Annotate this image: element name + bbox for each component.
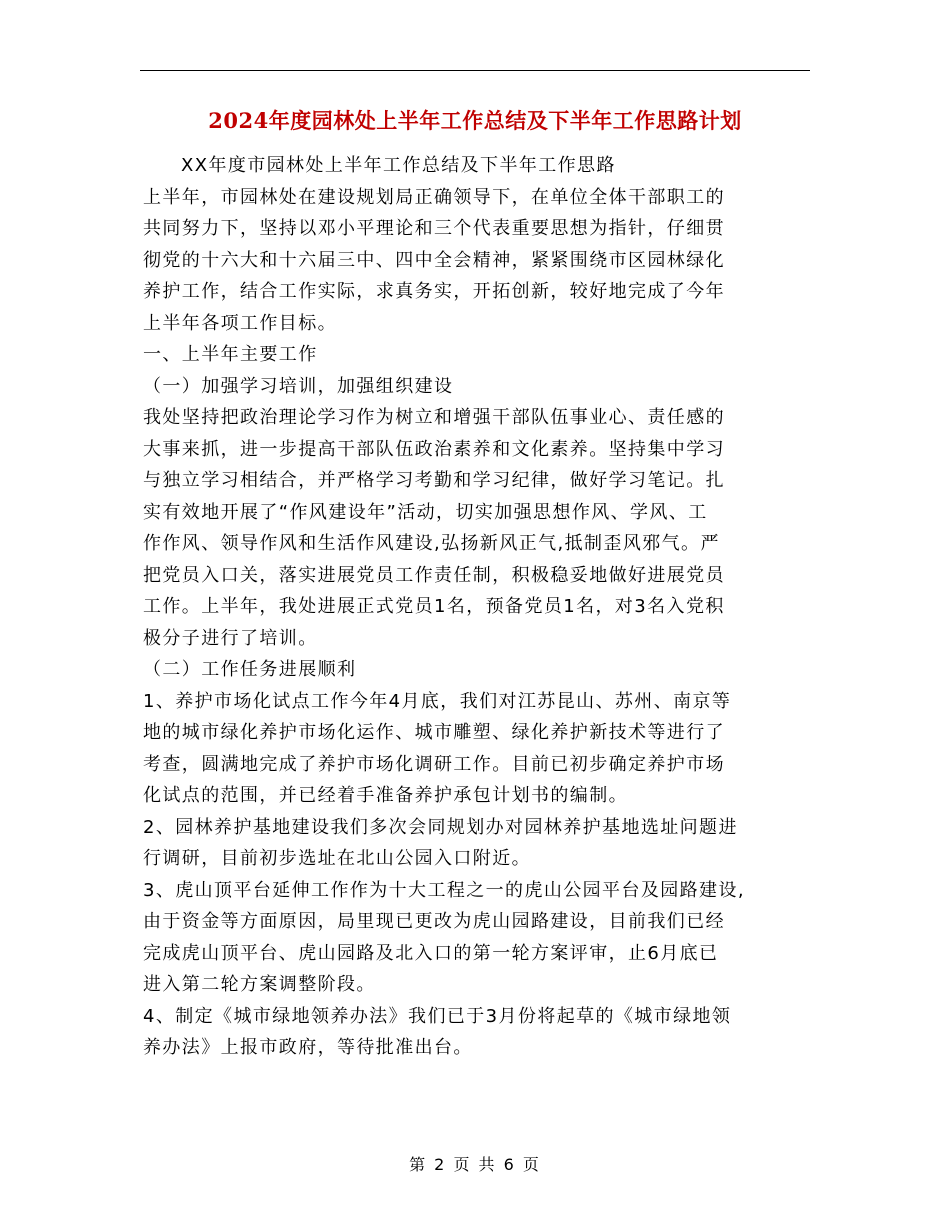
body-line: 进入第二轮方案调整阶段。 (143, 974, 376, 995)
header-rule (140, 70, 810, 71)
body-line: 上半年各项工作目标。 (143, 312, 337, 334)
body-line: 3、虎山顶平台延伸工作作为十大工程之一的虎山公园平台及园路建设, (143, 879, 745, 901)
body-line: XX年度市园林处上半年工作总结及下半年工作思路 (181, 155, 616, 176)
section-heading: 一、上半年主要工作 (143, 344, 318, 365)
body-line: 1、养护市场化试点工作今年4月底，我们对江苏昆山、苏州、南京等 (143, 690, 732, 712)
body-line: 大事来抓，进一步提高干部队伍政治素养和文化素养。坚持集中学习 (143, 438, 725, 460)
document-title: 2024年度园林处上半年工作总结及下半年工作思路计划 (208, 108, 742, 133)
body-line: 行调研，目前初步选址在北山公园入口附近。 (143, 848, 531, 869)
body-line: 由于资金等方面原因，局里现已更改为虎山园路建设，目前我们已经 (143, 911, 725, 932)
subsection-heading: （二）工作任务进展顺利 (143, 659, 357, 680)
body-line: 实有效地开展了“作风建设年”活动，切实加强思想作风、学风、工 (143, 501, 708, 523)
body-line: 工作。上半年，我处进展正式党员1名，预备党员1名，对3名入党积 (143, 596, 725, 617)
document-body (143, 150, 815, 1064)
body-line: 彻党的十六大和十六届三中、四中全会精神，紧紧围绕市区园林绿化 (143, 249, 725, 271)
body-line: 地的城市绿化养护市场化运作、城市雕塑、绿化养护新技术等进行了 (143, 722, 725, 743)
body-line: 共同努力下，坚持以邓小平理论和三个代表重要思想为指针，仔细贯 (143, 218, 725, 239)
body-line: 养护工作，结合工作实际，求真务实，开拓创新，较好地完成了今年 (143, 281, 725, 302)
subsection-heading: （一）加强学习培训，加强组织建设 (143, 375, 454, 397)
body-line: 我处坚持把政治理论学习作为树立和增强干部队伍事业心、责任感的 (143, 407, 725, 428)
body-line: 化试点的范围，并已经着手准备养护承包计划书的编制。 (143, 785, 628, 806)
page-number: 第 2 页 共 6 页 (409, 1155, 541, 1174)
body-line: 把党员入口关，落实进展党员工作责任制，积极稳妥地做好进展党员 (143, 564, 725, 586)
body-line: 极分子进行了培训。 (143, 627, 318, 649)
body-line: 完成虎山顶平台、虎山园路及北入口的第一轮方案评审，止6月底已 (143, 942, 719, 964)
body-line: 养办法》上报市政府，等待批准出台。 (143, 1037, 473, 1058)
body-line: 考查，圆满地完成了养护市场化调研工作。目前已初步确定养护市场 (143, 753, 725, 775)
body-line: 2、园林养护基地建设我们多次会同规划办对园林养护基地选址问题进 (143, 816, 738, 838)
body-line: 4、制定《城市绿地领养办法》我们已于3月份将起草的《城市绿地领 (143, 1005, 732, 1027)
body-line: 与独立学习相结合，并严格学习考勤和学习纪律，做好学习笔记。扎 (143, 470, 725, 491)
body-line: 作作风、领导作风和生活作风建设,弘扬新风正气,抵制歪风邪气。严 (143, 533, 720, 554)
body-line: 上半年，市园林处在建设规划局正确领导下，在单位全体干部职工的 (143, 186, 725, 208)
